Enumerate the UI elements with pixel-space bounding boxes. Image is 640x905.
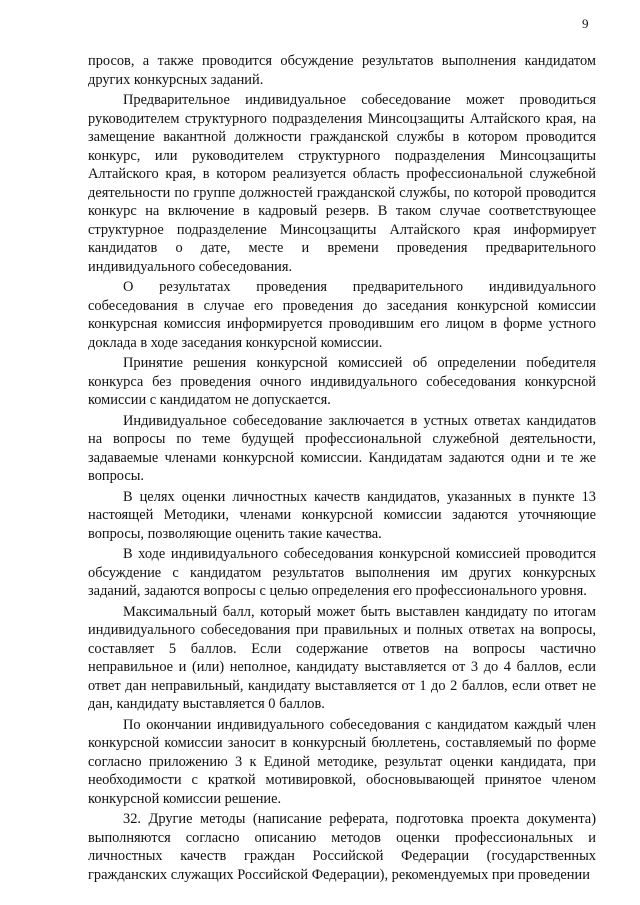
page-number: 9 bbox=[582, 16, 589, 31]
paragraph-2: Предварительное индивидуальное собеседование может проводиться руководителем структурного подразделения Минсоцзащиты Алтайского края, на замещение вакантной должности гражданской службы в котором проводится конкурс, или руководителем структурного подразделения Минсоцзащиты Алтайского края, в котором реализуется область профессиональной служебной деятельности по группе должностей гражданской службы, по которой проводится конкурс на включение в кадровый резерв. В таком случае соответствующее структурное подразделение Минсоцзащиты Алтайского края информирует кандидатов о дате, месте и времени проведения предварительного индивидуального собеседования. bbox=[88, 92, 596, 275]
document-body bbox=[88, 52, 596, 886]
paragraph-10: 32. Другие методы (написание реферата, подготовка проекта документа) выполняются согласно описанию методов оценки профессиональных и личностных качеств граждан Российской Федерации (государственных гражданских служащих Российской Федерации), рекомендуемых при проведении bbox=[88, 811, 596, 883]
paragraph-5: Индивидуальное собеседование заключается в устных ответах кандидатов на вопросы по теме будущей профессиональной служебной деятельности, задаваемые членами конкурсной комиссии. Кандидатам задаются одни и те же вопросы. bbox=[88, 412, 596, 484]
paragraph-7: В ходе индивидуального собеседования конкурсной комиссией проводится обсуждение с кандидатом результатов выполнения им других конкурсных заданий, задаются вопросы с целью определения его профессионального уровня. bbox=[88, 546, 596, 599]
paragraph-6: В целях оценки личностных качеств кандидатов, указанных в пункте 13 настоящей Методики, членами конкурсной комиссии задаются уточняющие вопросы, позволяющие оценить такие качества. bbox=[88, 488, 596, 542]
paragraph-9: По окончании индивидуального собеседования с кандидатом каждый член конкурсной комиссии заносит в конкурсный бюллетень, составляемый по форме согласно приложению 3 к Единой методике, результат оценки кандидата, при необходимости с краткой мотивировкой, обосновывающей принятое членом конкурсной комиссии решение. bbox=[88, 716, 596, 807]
paragraph-3: О результатах проведения предварительного индивидуального собеседования в случае его проведения до заседания конкурсной комиссии конкурсная комиссия информируется проводившим его лицом в форме устного доклада в ходе заседания конкурсной комиссии. bbox=[88, 279, 596, 351]
paragraph-1: просов, а также проводится обсуждение результатов выполнения кандидатом других конкурсных заданий. bbox=[88, 53, 596, 88]
paragraph-8: Максимальный балл, который может быть выставлен кандидату по итогам индивидуального собеседования при правильных и полных ответах на вопросы, составляет 5 баллов. Если содержание ответов на вопросы частично неправильное и (или) неполное, кандидату выставляется от 3 до 4 баллов, если ответ дан неправильный, кандидату выставляется от 1 до 2 баллов, если ответ не дан, кандидату выставляется 0 баллов. bbox=[88, 603, 596, 712]
paragraph-4: Принятие решения конкурсной комиссией об определении победителя конкурса без проведения очного индивидуального собеседования конкурсной комиссии с кандидатом не допускается. bbox=[88, 355, 596, 408]
